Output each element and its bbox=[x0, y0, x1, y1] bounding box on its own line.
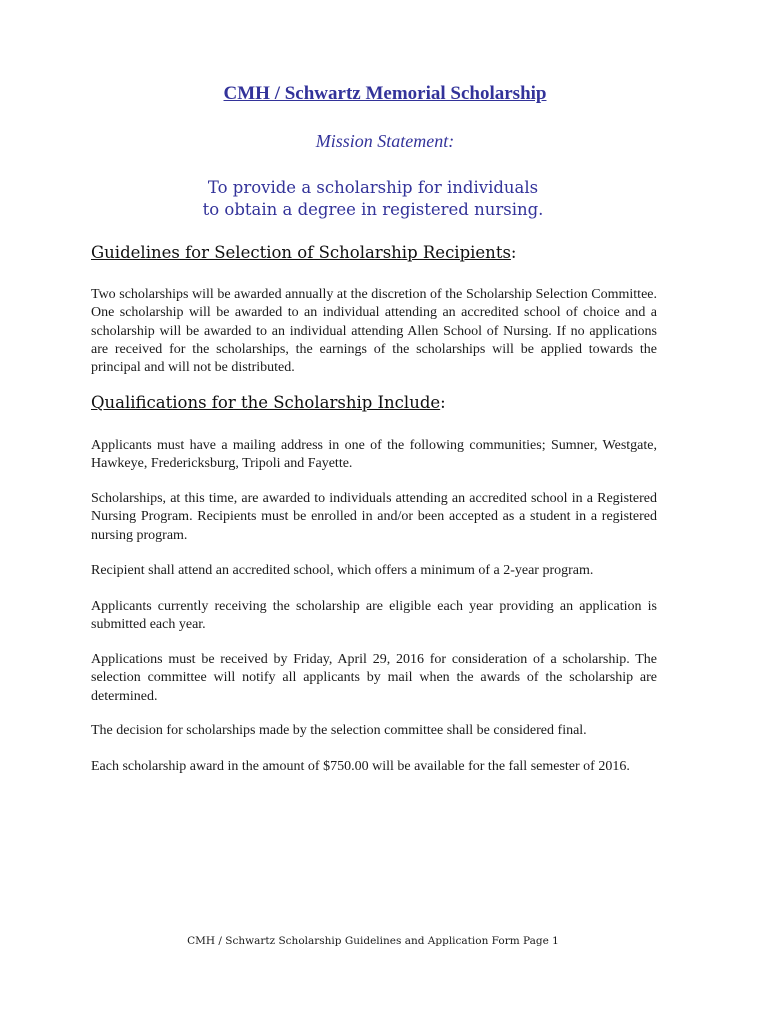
guidelines-paragraph: Two scholarships will be awarded annually at the discretion of the Scholarship Selection Committee. One scholarship will be awarded to an individual attending an accredited school of choice and a scholarship will be awarded to an individual attending Allen School of Nursing. If no applications are received for the scholarships, the earnings of the scholarships will be applied towards the principal and will not be distributed. bbox=[91, 287, 657, 376]
document-title: CMH / Schwartz Memorial Scholarship bbox=[223, 83, 547, 104]
guidelines-heading bbox=[91, 243, 516, 262]
qualification-accredited-school: Recipient shall attend an accredited school, which offers a minimum of a 2-year program. bbox=[91, 563, 594, 578]
qualifications-heading-colon: : bbox=[440, 393, 446, 412]
guidelines-heading-text: Guidelines for Selection of Scholarship Recipients bbox=[91, 243, 511, 262]
qualifications-heading bbox=[91, 393, 446, 412]
mission-line: to obtain a degree in registered nursing. bbox=[202, 200, 544, 219]
page-footer: CMH / Schwartz Scholarship Guidelines and Application Form Page 1 bbox=[187, 935, 559, 947]
mission-statement-label: Mission Statement: bbox=[315, 131, 455, 151]
mission-statement-text bbox=[0, 177, 746, 221]
qualifications-heading-text: Qualifications for the Scholarship Include bbox=[91, 393, 441, 412]
qualification-application-deadline: Applications must be received by Friday, April 29, 2016 for consideration of a scholarship. The selection committee will notify all applicants by mail when the awards of the scholarship are determined. bbox=[91, 652, 657, 704]
qualification-mailing-address: Applicants must have a mailing address in one of the following communities; Sumner, Westgate, Hawkeye, Fredericksburg, Tripoli and Fayette. bbox=[91, 438, 657, 472]
qualification-renewal-eligibility: Applicants currently receiving the scholarship are eligible each year providing an application is submitted each year. bbox=[91, 599, 657, 633]
guidelines-heading-colon: : bbox=[510, 243, 517, 262]
qualification-registered-nursing-program: Scholarships, at this time, are awarded to individuals attending an accredited school in a Registered Nursing Program. Recipients must be enrolled in and/or been accepted as a student in a registered nursing program. bbox=[91, 491, 657, 543]
qualification-award-amount: Each scholarship award in the amount of $750.00 will be available for the fall semester of 2016. bbox=[91, 759, 630, 774]
mission-line: To provide a scholarship for individuals bbox=[207, 178, 539, 197]
qualification-decision-final: The decision for scholarships made by the selection committee shall be considered final. bbox=[91, 723, 587, 738]
